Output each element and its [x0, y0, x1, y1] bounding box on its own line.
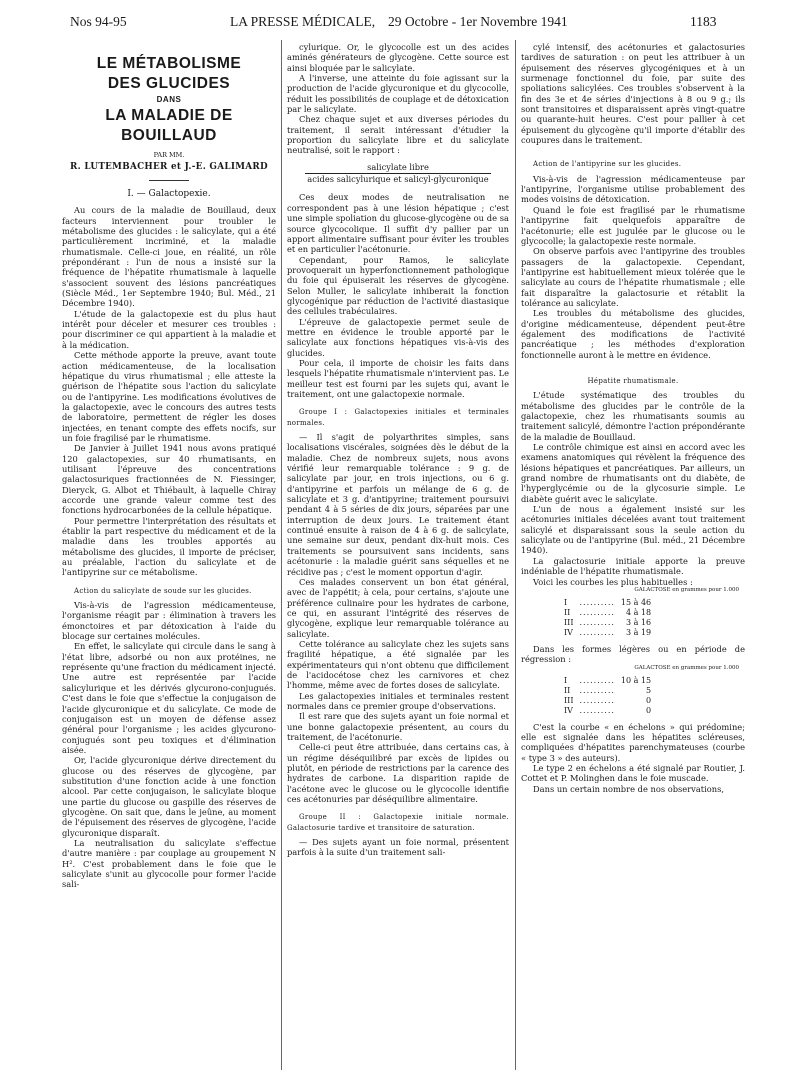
series-number: I: [564, 597, 568, 607]
group-heading: Groupe I : Galactopexies initiales et terminales normales.: [287, 408, 509, 427]
paragraph: L'épreuve de galactopexie permet seule de mettre en évidence le trouble apporté par le salicylate aux fonctions hépatiques vis-à-vis des glucides.: [287, 316, 509, 358]
paragraph: Cependant, pour Ramos, le salicylate provoquerait un hyperfonctionnement pathologique du foie qui épuiserait les réserves de glycogène. Selon Muller, le salicylate inhiberait la fonction glycogénique par réduction de l'activité diastasique des cellules trabéculaires.: [287, 254, 509, 317]
article-title: DES GLUCIDES: [107, 75, 231, 92]
galactose-value: 3 à 16: [626, 617, 652, 627]
column-2: [287, 42, 509, 1077]
subsection-heading: Action de l'antipyrine sur les glucides.: [533, 160, 682, 169]
paragraph: Le contrôle chimique est ainsi en accord avec les examens anatomiques qui révèlent la fréquence des lésions hépatiques et pancréatiques. Par ailleurs, un grand nombre de rhumatisants ont du diabète, de l'hyperglycémie ou de la glycosurie simple. Le diabète guérit avec le salicylate.: [521, 442, 745, 504]
galactose-value: 5: [646, 685, 652, 695]
paragraph: Ces malades conservent un bon état général, avec de l'appétit; à cela, pour certains, s'ajoute une préférence culinaire pour les hydrates de carbone, ce qui, en assurant l'intégrité des réserves de glycogène, explique leur remarquable tolérance au salicylate.: [287, 576, 509, 639]
column-rule: [515, 40, 516, 1070]
series-number: III: [564, 617, 574, 627]
paragraph: cylé intensif, des acétonuries et galactosuries tardives de saturation : on peut les attribuer à un épuisement des réserves glycogéniques et à un surmenage fonctionnel du foie, par suite des spoliations salicylées. Ces troubles s'observent à la fin des 3e et 4e séries d'injections à 8 ou 9 g.; ils sont transitoires et disparaissent après vingt-quatre ou quarante-huit heures. C'est pour pallier à cet épuisement du glycogène qu'il importe d'établir des coupures dans le traitement.: [521, 42, 745, 146]
paragraph: Les troubles du métabolisme des glucides, d'origine médicamenteuse, dépendent peut-être également des modifications de l'activité pancréatique ; les méthodes d'exploration fonctionnelle auront à le mettre en évidence.: [521, 308, 745, 360]
leader-dots: ..........: [579, 705, 615, 715]
paragraph: — Il s'agit de polyarthrites simples, sans localisations viscérales, soignées dès le début de la maladie. Chez de nombreux sujets, nous avons vérifié leur remarquable tolérance : 9 g. de salicylate par jour, en trois injections, ou 6 g. d'antipyrine et parfois un mélange de 6 g. de salicylate et 3 g. d'antipyrine; traitement poursuivi pendant 4 à 5 séries de dix jours, séparées par une interruption de deux jours. Le traitement étant continué ensuite à raison de 4 à 6 g. de salicylate, une semaine sur deux, pendant dix-huit mois. Ces traitements se poursuivent sans incidents, sans acétonurie : la maladie guérit sans séquelles et ne récidive pas ; c'est le moment opportun d'agir.: [287, 432, 509, 577]
galactose-value: 3 à 19: [626, 627, 652, 637]
table-row: [561, 686, 654, 696]
paragraph: A l'inverse, une atteinte du foie agissant sur la production de l'acide glycuronique et du glycocolle, réduit les possibilités de couplage et de détoxication par le salicylate.: [287, 73, 509, 115]
series-number: II: [564, 685, 571, 695]
paragraph: Dans un certain nombre de nos observations,: [533, 783, 725, 794]
paragraph: Il est rare que des sujets ayant un foie normal et une bonne galactopexie présentent, au cours du traitement, de l'acétonurie.: [287, 711, 509, 742]
column-3-body: [521, 42, 745, 145]
column-3: [521, 42, 745, 1077]
issue-date: 29 Octobre - 1er Novembre 1941: [388, 14, 568, 29]
galactose-table: [561, 598, 654, 638]
group-heading: Groupe II : Galactopexie initiale normale. Galactosurie tardive et transitoire de saturation.: [287, 813, 509, 832]
column-2-body-c: [287, 432, 509, 804]
column-rule: [281, 40, 282, 1070]
paragraph: L'un de nous a également insisté sur les acétonuries initiales décelées avant tout traitement salicylé et disparaissant sous la seule action du salicylate ou de l'antipyrine (Bul. méd., 21 Décembre 1940).: [521, 504, 745, 556]
paragraph: Quand le foie est fragilisé par le rhumatisme l'antipyrine fait quelquefois apparaître de l'acétonurie; elle est jugulée par le glucose ou le glycocolle; la galactopexie reste normale.: [521, 204, 745, 246]
table-row: [561, 706, 654, 716]
column-1-body-b: [62, 600, 276, 890]
column-3-body-d: [521, 722, 745, 794]
byline-prefix: PAR MM.: [153, 151, 185, 159]
leader-dots: ..........: [579, 617, 615, 627]
galactose-value: 10 à 15: [620, 675, 652, 685]
column-1-body: [62, 205, 276, 577]
paragraph: L'étude de la galactopexie est du plus haut intérêt pour déceler et mesurer ces troubles : pour discriminer ce qui appartient à la maladie et à la médication.: [62, 308, 276, 350]
paragraph: Vis-à-vis de l'agression médicamenteuse, l'organisme réagit par : élimination à travers les émonctoires et par détoxication à l'aide du blocage sur certaines molécules.: [62, 600, 276, 642]
paragraph: La galactosurie initiale apporte la preuve indéniable de l'hépatite rhumatismale.: [521, 555, 745, 577]
leader-dots: ..........: [579, 607, 615, 617]
table-row: [561, 598, 654, 608]
subsection-heading: Action du salicylate de soude sur les glucides.: [74, 586, 252, 595]
leader-dots: ..........: [579, 627, 615, 637]
table-row: [561, 618, 654, 628]
article-title: DANS: [156, 95, 182, 104]
column-2-body-b: [287, 192, 509, 399]
paragraph: Cette tolérance au salicylate chez les sujets sans fragilité hépatique, a été signalée par les expérimentateurs qui n'ont obtenu que difficilement de l'acidocétose chez les carnivores et chez l'homme, même avec de fortes doses de salicylate.: [287, 638, 509, 691]
ratio-denominator: acides salicylurique et salicyl-glycuronique: [307, 174, 489, 185]
paragraph: La neutralisation du salicylate s'effectue d'autre manière : par couplage au groupement N H². C'est probablement dans le foie que le salicylate s'unit au glycocolle pour former l'acide sali-: [62, 837, 276, 890]
subsection-heading: Hépatite rhumatismale.: [587, 376, 679, 385]
paragraph: Vis-à-vis de l'agression médicamenteuse par l'antipyrine, l'organisme utilise probablement des modes voisins de détoxication.: [521, 173, 745, 205]
paragraph: Cette méthode apporte la preuve, avant toute action médicamenteuse, de la localisation hépatique du virus rhumatismal ; elle atteste la guérison de l'hépatite sous l'action du salicylate ou de l'antipyrine. Les modifications évolutives de la galactopexie, avec le concours des autres tests de laboratoire, permettent de régler les doses injectées, en tenant compte des effets nocifs, sur un foie fragilisé par le rhumatisme.: [62, 350, 276, 443]
paragraph: Or, l'acide glycuronique dérive directement du glucose ou des réserves de glycogène, par substitution d'une fonction acide à une fonction alcool. Par cette conjugaison, le salicylate bloque une partie du glucose ou gaspille des réserves de glycogène. On sait que, dans le jeûne, au moment de l'épuisement des réserves de glycogène, l'acide glycuronique disparaît.: [62, 755, 276, 838]
paragraph: En effet, le salicylate qui circule dans le sang à l'état libre, adsorbé ou non aux protéines, ne représente qu'une fraction du médicament injecté. Une autre est représentée par l'acide salicylurique et les dérivés glycurono-conjugués. C'est dans le foie que s'effectue la conjugaison de l'acide glycuronique et du salicylate. Ce mode de conjugaison est un moyen de défense assez général pour l'organisme ; les acides glycurono-conjugués sont peu toxiques et d'élimination aisée.: [62, 641, 276, 755]
column-3-body-c: [521, 390, 745, 587]
paragraph: Dans les formes légères ou en période de régression :: [521, 643, 745, 665]
paragraph: Le type 2 en échelons a été signalé par Routier, J. Cottet et P. Molinghen dans le foie muscade.: [521, 762, 745, 784]
article-title: LA MALADIE DE BOUILLAUD: [105, 107, 233, 144]
issue-number: Nos 94-95: [70, 14, 127, 29]
paragraph: Pour cela, il importe de choisir les faits dans lesquels l'hépatite rhumatismale n'intervient pas. Le meilleur test est fourni par les sujets qui, avant le traitement, ont une galactopexie normale.: [287, 357, 509, 399]
leader-dots: ..........: [579, 675, 615, 685]
column-3-body-b: [521, 174, 745, 360]
leader-dots: ..........: [579, 597, 615, 607]
paragraph: — Des sujets ayant un foie normal, présentent parfois à la suite d'un traitement sali-: [287, 837, 509, 858]
section-heading: I. — Galactopexie.: [127, 189, 211, 199]
paragraph: Chez chaque sujet et aux diverses périodes du traitement, il serait intéressant d'étudier la proportion du salicylate libre et du salicylate neutralisé, soit le rapport :: [287, 114, 509, 156]
authors: R. LUTEMBACHER et J.-E. GALIMARD: [70, 162, 268, 172]
paragraph: C'est la courbe « en échelons » qui prédomine; elle est signalée dans les hépatites scléreuses, compliquées d'hépatites parenchymateuses (courbe « type 3 » des auteurs).: [521, 721, 745, 763]
page-number: 1183: [690, 14, 717, 29]
ratio-formula: [287, 162, 509, 185]
series-number: II: [564, 607, 571, 617]
table-row: [561, 696, 654, 706]
paragraph: Celle-ci peut être attribuée, dans certains cas, à un régime déséquilibré par excès de lipides ou plutôt, en période de restrictions par la carence des hydrates de carbone. La disparition rapide de l'acétone avec le glucose ou le glycocolle identifie ces acétonuries par déséquilibre alimentaire.: [287, 742, 509, 805]
paragraph: On observe parfois avec l'antipyrine des troubles passagers de la galactopexie. Cependant, l'antipyrine est habituellement mieux tolérée que le salicylate au cours de l'hépatite rhumatismale ; elle fait disparaître la galactosurie et rétablit la tolérance au salicylate.: [521, 246, 745, 308]
table-header: GALACTOSE en grammes pour 1.000: [634, 586, 739, 593]
leader-dots: ..........: [579, 695, 615, 705]
galactose-value: 0: [646, 705, 652, 715]
galactose-table: [561, 676, 654, 716]
leader-dots: ..........: [579, 685, 615, 695]
paragraph: De Janvier à Juillet 1941 nous avons pratiqué 120 galactopexies, sur 40 rhumatisants, en utilisant l'épreuve des concentrations galactosuriques fractionnées de N. Fiessinger, Dieryck, G. Albot et Thiébault, à laquelle Chiray accorde une grande valeur comme test des fonctions hydrocarbonées de la cellule hépatique.: [62, 443, 276, 516]
series-number: III: [564, 695, 574, 705]
series-number: I: [564, 675, 568, 685]
paragraph: Au cours de la maladie de Bouillaud, deux facteurs interviennent pour troubler le métabolisme des glucides : le salicylate, qui a été particulièrement incriminé, et la maladie rhumatismale. Celle-ci joue, en réalité, un rôle prépondérant : l'un de nous a insisté sur la fréquence de l'hépatite rhumatismale à laquelle s'associent souvent des lésions pancréatiques (Siècle Méd., 1er Septembre 1940; Bul. Méd., 21 Décembre 1940).: [62, 205, 276, 309]
divider: [149, 180, 189, 181]
paragraph: Voici les courbes les plus habituelles :: [533, 576, 693, 587]
table-header: GALACTOSE en grammes pour 1.000: [634, 664, 739, 671]
table-row: [561, 608, 654, 618]
galactose-value: 15 à 46: [620, 597, 652, 607]
column-1: [62, 42, 276, 1077]
table-row: [561, 676, 654, 686]
ratio-numerator: salicylate libre: [305, 162, 491, 174]
paragraph: cylurique. Or, le glycocolle est un des acides aminés générateurs de glycogène. Cette source est ainsi bloquée par le salicylate.: [287, 42, 509, 73]
galactose-value: 4 à 18: [626, 607, 652, 617]
paragraph: Les galactopexies initiales et terminales restent normales dans ce premier groupe d'observations.: [287, 690, 509, 711]
galactose-value: 0: [646, 695, 652, 705]
paragraph: L'étude systématique des troubles du métabolisme des glucides par le contrôle de la galactopexie, chez les rhumatisants soumis au traitement salicylé, démontre l'action prépondérante de la maladie de Bouillaud.: [521, 390, 745, 442]
paragraph: Ces deux modes de neutralisation ne correspondent pas à une lésion hépatique ; c'est une simple spoliation du glucose-glycogène ou de sa source glycocolique. Il suffit d'y pallier par un apport alimentaire suffisant pour éviter les troubles et en particulier l'acétonurie.: [287, 192, 509, 255]
series-number: IV: [564, 705, 573, 715]
running-header: [70, 14, 720, 34]
article-title: LE MÉTABOLISME: [96, 55, 242, 72]
paragraph: Pour permettre l'interprétation des résultats et établir la part respective du médicament et de la maladie dans les troubles apportés au métabolisme des glucides, il importe de préciser, au préalable, l'action du salicylate et de l'antipyrine sur ce métabolisme.: [62, 515, 276, 578]
series-number: IV: [564, 627, 573, 637]
journal-name: LA PRESSE MÉDICALE,: [230, 14, 376, 29]
column-2-body: [287, 42, 509, 156]
table-row: [561, 628, 654, 638]
